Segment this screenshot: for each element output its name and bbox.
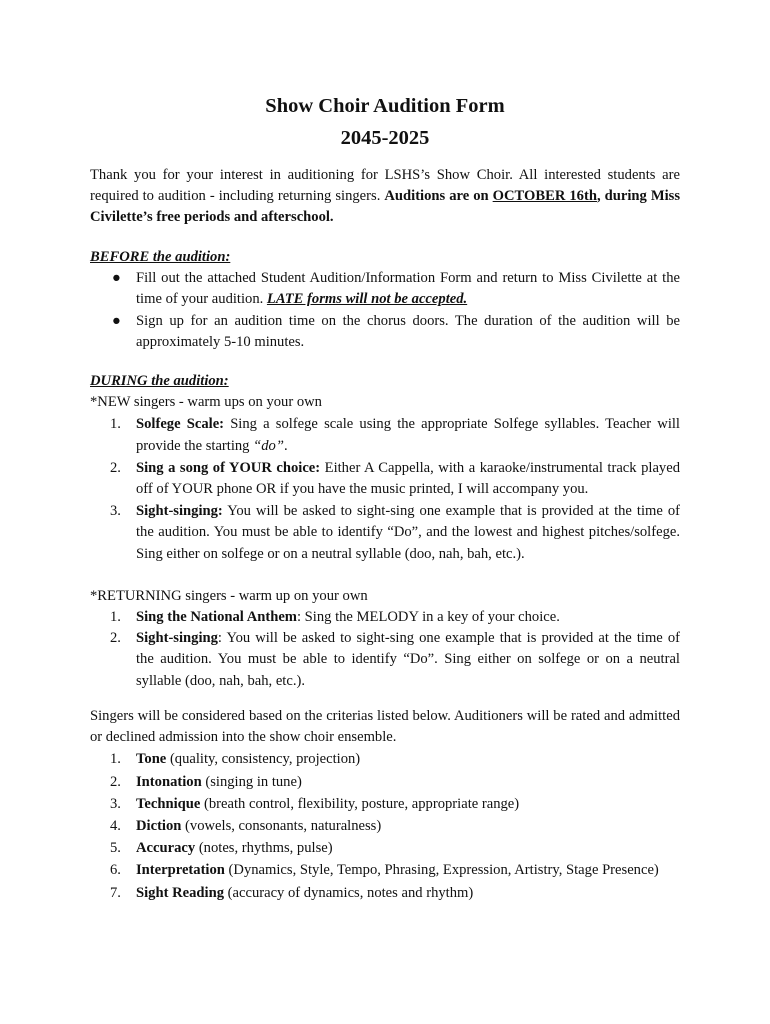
list-item	[90, 749, 680, 770]
item-italic: “do”	[253, 437, 284, 454]
list-item	[90, 816, 680, 837]
item-text: Either A Cappella, with a karaoke/instrumental track played off of YOUR phone OR if you have the music printed, I will accompany you.	[136, 459, 680, 498]
list-number: 5.	[110, 840, 121, 857]
criterion-desc: (Dynamics, Style, Tempo, Phrasing, Expression, Artistry, Stage Presence)	[224, 862, 659, 879]
list-number: 2.	[110, 773, 121, 790]
list-item	[90, 883, 680, 904]
returning-singers-label: *RETURNING singers - warm up on your own	[90, 587, 368, 604]
intro-auditions-label: Auditions are on	[384, 188, 493, 205]
list-number: 2.	[110, 630, 121, 647]
item-text: : Sing the MELODY in a key of your choice.	[296, 609, 560, 626]
criterion-name: Tone	[136, 751, 167, 768]
list-item	[90, 268, 680, 310]
criterion-desc: (notes, rhythms, pulse)	[195, 840, 333, 857]
intro-text: Thank you for your interest in auditioning for LSHS’s Show Choir. All interested students are required to audition - including returning singers.	[90, 167, 680, 205]
late-forms-warning: LATE forms will not be accepted.	[266, 291, 468, 308]
audition-date: OCTOBER 16th	[492, 188, 597, 205]
before-item-1-text: Fill out the attached Student Audition/Information Form and return to Miss Civilette at the time of your audition.	[136, 270, 680, 308]
before-item-2-text: Sign up for an audition time on the chorus doors. The duration of the audition will be approximately 5-10 minutes.	[136, 312, 680, 350]
criterion-name: Intonation	[136, 773, 202, 790]
new-singers-label: *NEW singers - warm ups on your own	[90, 394, 322, 411]
criterion-name: Accuracy	[136, 840, 196, 857]
item-title: Sing the National Anthem	[136, 609, 297, 626]
criterion-name: Interpretation	[136, 862, 225, 879]
list-item	[90, 772, 680, 793]
item-end: .	[283, 437, 288, 454]
criterion-desc: (accuracy of dynamics, notes and rhythm)	[224, 884, 474, 901]
bullet-icon: ●	[112, 312, 121, 329]
item-title: Sing a song of YOUR choice:	[136, 459, 321, 476]
during-heading: DURING the audition:	[90, 373, 229, 389]
criterion-desc: (breath control, flexibility, posture, appropriate range)	[200, 795, 520, 812]
list-item	[90, 458, 680, 500]
item-text: You will be asked to sight-sing one example that is provided at the time of the audition. You must be able to identify “Do”, and the lowest and highest pitches/solfege. Sing either on solfege or on a neutral syllable (doo, nah, bah, etc.).	[136, 503, 680, 562]
list-item	[90, 628, 680, 692]
item-title: Solfege Scale:	[136, 416, 225, 433]
list-item	[90, 838, 680, 859]
during-section	[90, 371, 680, 692]
form-title: Show Choir Audition Form	[265, 95, 505, 117]
list-number: 2.	[110, 459, 121, 476]
list-item	[90, 311, 680, 353]
list-item	[90, 860, 680, 881]
list-number: 1.	[110, 751, 121, 768]
before-heading: BEFORE the audition:	[90, 249, 231, 265]
item-title: Sight-singing	[136, 630, 218, 647]
criterion-desc: (singing in tune)	[201, 773, 302, 790]
list-number: 3.	[110, 795, 121, 812]
list-item	[90, 414, 680, 456]
list-number: 3.	[110, 503, 121, 520]
list-number: 6.	[110, 862, 121, 879]
criterion-name: Sight Reading	[136, 884, 224, 901]
criterion-name: Technique	[136, 795, 201, 812]
intro-paragraph	[90, 165, 680, 229]
criterion-desc: (vowels, consonants, naturalness)	[181, 818, 382, 835]
criteria-section	[90, 706, 680, 904]
item-text: : You will be asked to sight-sing one example that is provided at the time of the audition. You must be able to identify “Do”. Sing either on solfege or on a neutral syllable (doo, nah, bah, etc.).	[136, 630, 680, 689]
list-item	[90, 794, 680, 815]
item-title: Sight-singing:	[136, 503, 223, 520]
list-item	[90, 501, 680, 565]
list-item	[90, 607, 680, 628]
criterion-desc: (quality, consistency, projection)	[166, 751, 361, 768]
before-section	[90, 247, 680, 353]
criterion-name: Diction	[136, 818, 182, 835]
list-number: 1.	[110, 416, 121, 433]
list-number: 4.	[110, 818, 121, 835]
criteria-intro: Singers will be considered based on the criterias listed below. Auditioners will be rated and admitted or declined admission into the show choir ensemble.	[90, 708, 680, 746]
form-year: 2045-2025	[340, 127, 430, 149]
item-text: Sing a solfege scale using the appropriate Solfege syllables. Teacher will provide the starting	[136, 416, 680, 454]
list-number: 7.	[110, 884, 121, 901]
list-number: 1.	[110, 609, 121, 626]
intro-audition-times: , during Miss Civilette’s free periods and afterschool.	[90, 188, 681, 226]
bullet-icon: ●	[112, 270, 121, 287]
